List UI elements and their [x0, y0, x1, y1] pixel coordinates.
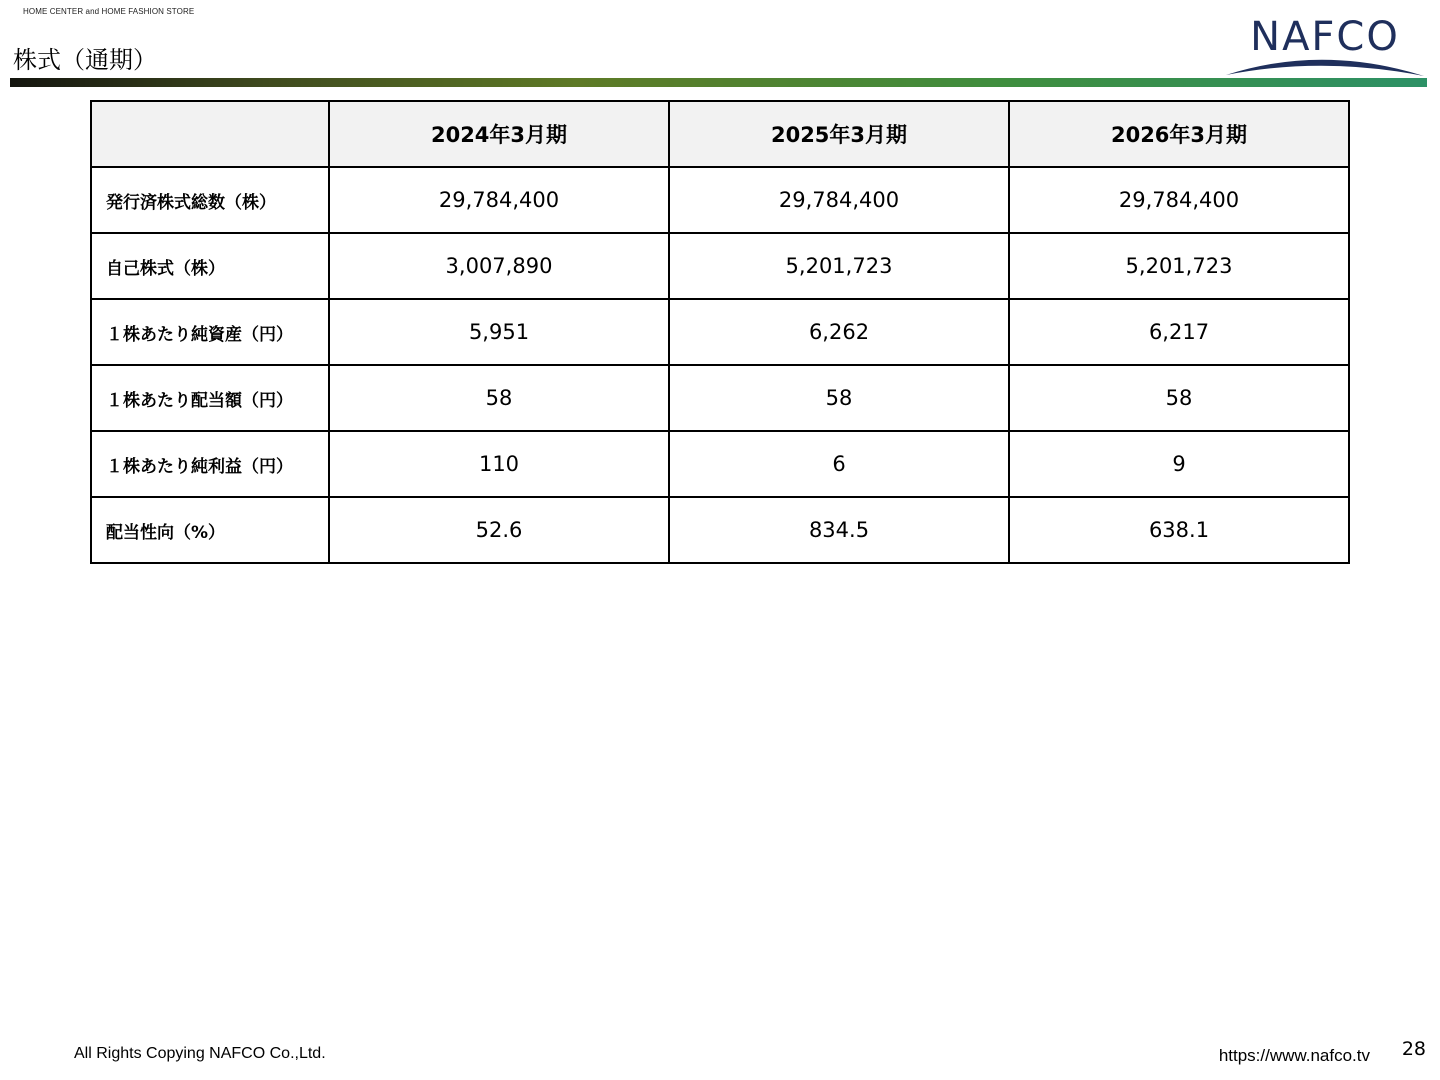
table-cell: 58 — [329, 365, 669, 431]
stock-data-table — [90, 100, 1350, 564]
row-label: 発行済株式総数（株） — [91, 167, 329, 233]
table-row — [91, 365, 1349, 431]
table-row — [91, 299, 1349, 365]
column-header: 2025年3月期 — [669, 101, 1009, 167]
row-label: １株あたり純利益（円） — [91, 431, 329, 497]
table-cell: 5,951 — [329, 299, 669, 365]
table-cell: 110 — [329, 431, 669, 497]
table-cell: 29,784,400 — [1009, 167, 1349, 233]
footer-copyright: All Rights Copying NAFCO Co.,Ltd. — [74, 1045, 326, 1062]
nafco-logo — [1222, 12, 1428, 80]
page-number: 28 — [1401, 1038, 1426, 1060]
column-header: 2026年3月期 — [1009, 101, 1349, 167]
page-title: 株式（通期） — [13, 46, 157, 74]
table-corner-cell — [91, 101, 329, 167]
table-row — [91, 497, 1349, 563]
footer-site-link[interactable]: https://www.nafco.tv — [1218, 1046, 1370, 1065]
table-cell: 3,007,890 — [329, 233, 669, 299]
table-cell: 6 — [669, 431, 1009, 497]
table-cell: 29,784,400 — [669, 167, 1009, 233]
table-row — [91, 233, 1349, 299]
table-header-row — [91, 101, 1349, 167]
table-cell: 29,784,400 — [329, 167, 669, 233]
column-header: 2024年3月期 — [329, 101, 669, 167]
table-row — [91, 431, 1349, 497]
row-label: １株あたり配当額（円） — [91, 365, 329, 431]
table-cell: 58 — [1009, 365, 1349, 431]
table-cell: 834.5 — [669, 497, 1009, 563]
header-tagline: HOME CENTER and HOME FASHION STORE — [23, 7, 195, 16]
table-cell: 52.6 — [329, 497, 669, 563]
table-cell: 6,217 — [1009, 299, 1349, 365]
table-cell: 9 — [1009, 431, 1349, 497]
logo-wordmark: NAFCO — [1250, 14, 1400, 60]
title-gradient-rule — [10, 78, 1427, 87]
table-row — [91, 167, 1349, 233]
table-cell: 638.1 — [1009, 497, 1349, 563]
row-label: 自己株式（株） — [91, 233, 329, 299]
logo-swoosh — [1226, 60, 1424, 76]
table-cell: 5,201,723 — [669, 233, 1009, 299]
table-cell: 58 — [669, 365, 1009, 431]
row-label: １株あたり純資産（円） — [91, 299, 329, 365]
row-label: 配当性向（%） — [91, 497, 329, 563]
table-cell: 6,262 — [669, 299, 1009, 365]
table-cell: 5,201,723 — [1009, 233, 1349, 299]
